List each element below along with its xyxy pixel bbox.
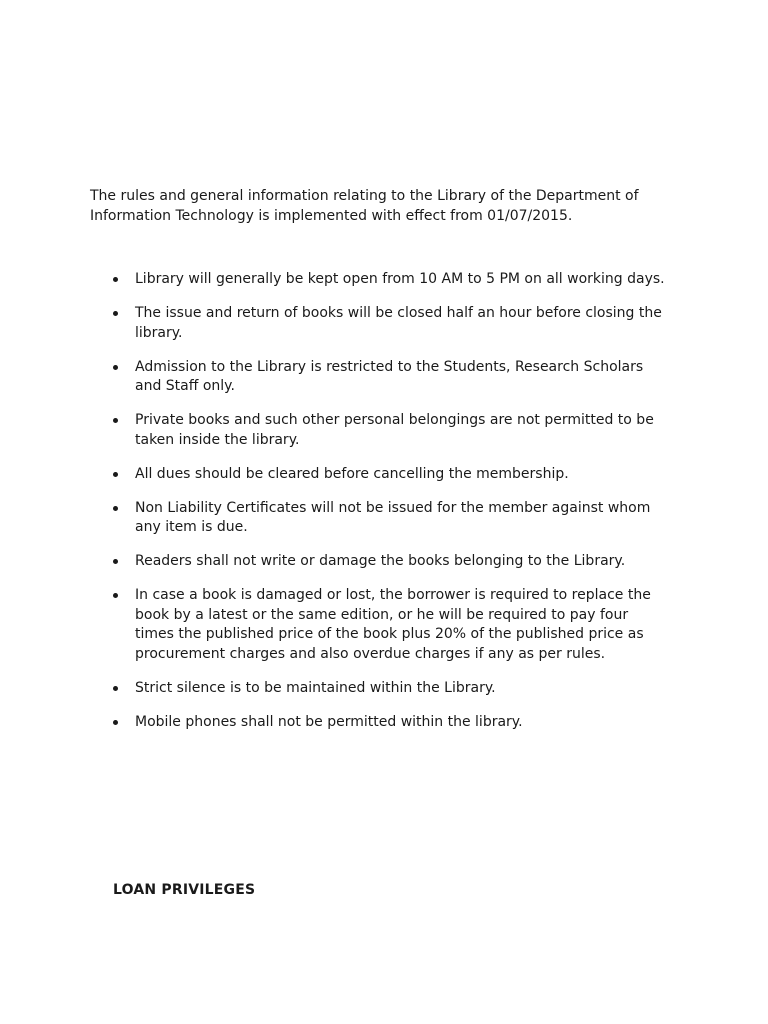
rule-text: All dues should be cleared before cancelling the membership. — [135, 465, 569, 482]
rule-text: The issue and return of books will be closed half an hour before closing the library. — [135, 305, 662, 341]
rule-text: Non Liability Certificates will not be issued for the member against whom any item is due. — [135, 499, 651, 535]
bullet-icon — [113, 686, 118, 691]
rule-text: Readers shall not write or damage the books belonging to the Library. — [135, 553, 626, 569]
rule-text: Private books and such other personal belongings are not permitted to be taken inside the library. — [135, 412, 654, 448]
rule-item — [110, 586, 670, 664]
rule-text: Mobile phones shall not be permitted within the library. — [135, 713, 523, 730]
rule-text: In case a book is damaged or lost, the borrower is required to replace the book by a latest or the same edition, or he will be required to pay four times the published price of the book plus 20% of the published price as procurement charges and also overdue charges if any as per rules. — [135, 587, 651, 662]
rule-text: Strict silence is to be maintained within the Library. — [135, 679, 496, 696]
bullet-icon — [113, 559, 118, 564]
rules-list — [110, 270, 670, 747]
bullet-icon — [113, 277, 118, 282]
rule-item — [110, 465, 670, 485]
intro-paragraph: The rules and general information relating to the Library of the Department of Information Technology is implemented with effect from 01/07/2015. — [90, 188, 639, 224]
bullet-icon — [113, 506, 118, 511]
bullet-icon — [113, 365, 118, 370]
bullet-icon — [113, 472, 118, 477]
rule-item — [110, 552, 670, 572]
bullet-icon — [113, 418, 118, 423]
rule-item — [110, 411, 670, 450]
rule-item — [110, 499, 670, 538]
rule-item — [110, 713, 670, 733]
rule-item — [110, 358, 670, 397]
bullet-icon — [113, 720, 118, 725]
rule-text: Admission to the Library is restricted to the Students, Research Scholars and Staff only. — [135, 358, 644, 394]
rule-item — [110, 304, 670, 343]
bullet-icon — [113, 593, 118, 598]
rule-text: Library will generally be kept open from 10 AM to 5 PM on all working days. — [135, 271, 665, 287]
rule-item — [110, 270, 670, 290]
rule-item — [110, 679, 670, 699]
bullet-icon — [113, 311, 118, 316]
section-heading-loan-privileges: LOAN PRIVILEGES — [113, 882, 256, 898]
